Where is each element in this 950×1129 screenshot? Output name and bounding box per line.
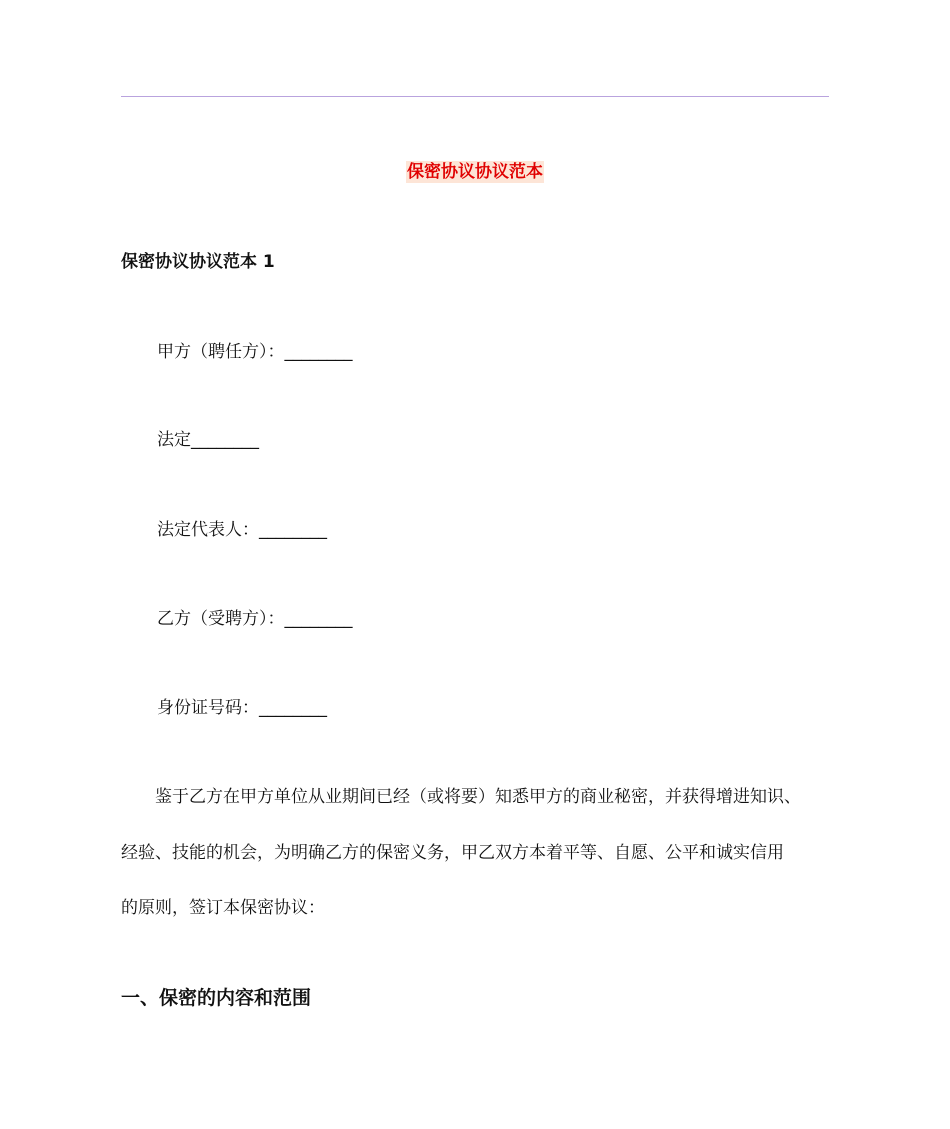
document-title-text: 保密协议协议范本 xyxy=(407,162,543,182)
paragraph-line-2: 经验、技能的机会，为明确乙方的保密义务，甲乙双方本着平等、自愿、公平和诚实信用 xyxy=(121,843,784,863)
field-id-number: 身份证号码：________ xyxy=(157,698,327,718)
header-rule xyxy=(121,96,829,97)
field-party-b: 乙方（受聘方）：________ xyxy=(157,609,353,629)
section-title: 保密协议协议范本 1 xyxy=(121,252,275,272)
field-legal: 法定________ xyxy=(157,430,259,450)
heading-confidentiality-scope: 一、保密的内容和范围 xyxy=(121,987,312,1009)
document-title xyxy=(0,159,950,185)
paragraph-line-1: 鉴于乙方在甲方单位从业期间已经（或将要）知悉甲方的商业秘密，并获得增进知识、 xyxy=(121,787,801,807)
field-legal-representative: 法定代表人：________ xyxy=(157,520,327,540)
paragraph-line-3: 的原则，签订本保密协议： xyxy=(121,898,325,918)
field-party-a: 甲方（聘任方）：________ xyxy=(157,342,353,362)
